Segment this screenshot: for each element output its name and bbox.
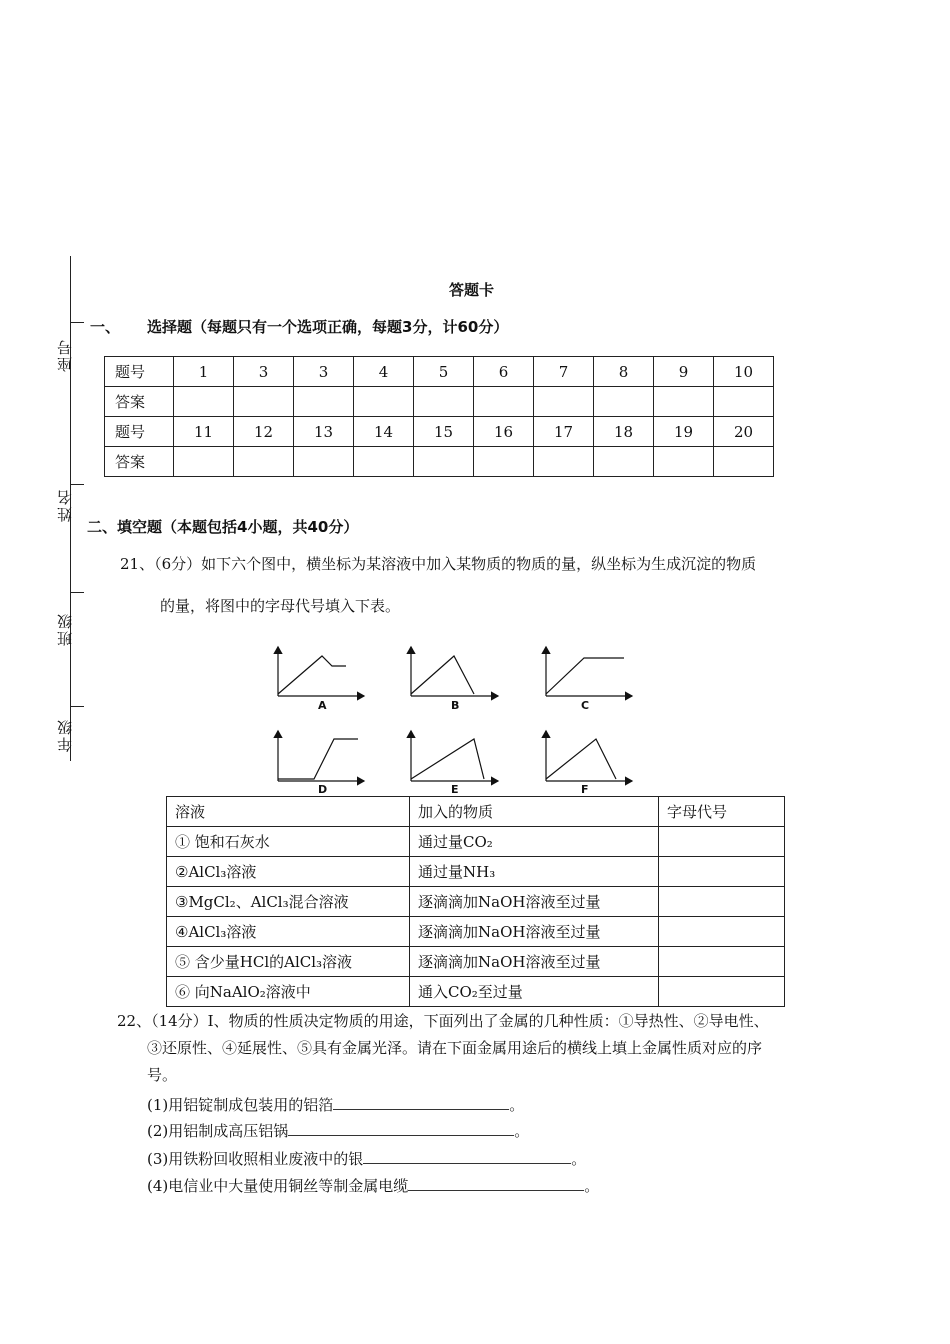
table-row [167,827,785,857]
question-number: 14 [354,417,414,447]
answer-cell[interactable] [174,387,234,417]
section1-number: 一、 [90,318,121,336]
class-tick [70,592,84,593]
answer-cell[interactable] [174,447,234,477]
q22-item-text: (3)用铁粉回收照相业废液中的银 [147,1150,364,1168]
answer-cell[interactable] [474,387,534,417]
q21-fill-table [166,796,785,1007]
row-label-q: 题号 [105,357,174,387]
q22-item-text: (4)电信业中大量使用铜丝等制金属电缆 [147,1177,409,1195]
answer-cell[interactable] [654,447,714,477]
answer-cell[interactable] [474,447,534,477]
question-number: 6 [474,357,534,387]
letter-answer-cell[interactable] [659,827,785,857]
question-number: 20 [714,417,774,447]
q22-line3: 号。 [147,1066,178,1084]
answer-cell[interactable] [594,447,654,477]
table-row [105,447,774,477]
question-number: 7 [534,357,594,387]
answer-cell[interactable] [714,447,774,477]
question-number: 16 [474,417,534,447]
question-number: 12 [234,417,294,447]
graph-label-d: D [318,783,328,796]
card-title: 答题卡 [449,281,495,299]
name-tick [70,484,84,485]
answer-cell[interactable] [534,387,594,417]
question-number: 5 [414,357,474,387]
graph-c [546,647,632,696]
question-number: 18 [594,417,654,447]
answer-cell[interactable] [534,447,594,477]
question-number: 8 [594,357,654,387]
letter-answer-cell[interactable] [659,977,785,1007]
table-header-row [167,797,785,827]
question-number: 17 [534,417,594,447]
q21-line2: 的量，将图中的字母代号填入下表。 [160,597,401,615]
table-row [167,977,785,1007]
end-mark: 。 [584,1177,600,1195]
precipitation-graphs [266,638,646,798]
question-number: 13 [294,417,354,447]
graph-label-a: A [318,699,327,712]
header-solution: 溶液 [167,797,410,827]
answer-blank[interactable] [408,1176,584,1191]
q22-item-4 [147,1175,599,1196]
letter-answer-cell[interactable] [659,887,785,917]
answer-cell[interactable] [414,387,474,417]
question-number: 11 [174,417,234,447]
solution-cell: ① 饱和石灰水 [167,827,410,857]
graph-d [278,731,364,781]
grade-tick [70,706,84,707]
answer-cell[interactable] [654,387,714,417]
table-row [105,417,774,447]
row-label-a: 答案 [105,387,174,417]
answer-cell[interactable] [234,447,294,477]
row-label-q: 题号 [105,417,174,447]
graph-e [411,731,498,781]
question-number: 4 [354,357,414,387]
question-number: 3 [234,357,294,387]
seat-label: 座号 [56,338,74,372]
q22-line2: ③还原性、④延展性、⑤具有金属光泽。请在下面金属用途后的横线上填上金属性质对应的序 [147,1039,763,1057]
row-label-a: 答案 [105,447,174,477]
q21-line1: 21、（6分）如下六个图中，横坐标为某溶液中加入某物质的物质的量，纵坐标为生成沉淀的物质 [120,555,757,573]
letter-answer-cell[interactable] [659,947,785,977]
q22-item-text: (2)用铝制成高压铝锅 [147,1122,289,1140]
section2-title: 二、填空题（本题包括4小题，共40分） [87,518,359,536]
seat-tick [70,322,84,323]
question-number: 10 [714,357,774,387]
header-reagent: 加入的物质 [410,797,659,827]
solution-cell: ④AlCl₃溶液 [167,917,410,947]
answer-blank[interactable] [363,1149,571,1164]
solution-cell: ⑤ 含少量HCl的AlCl₃溶液 [167,947,410,977]
graph-label-b: B [451,699,460,712]
table-row [167,857,785,887]
table-row [105,357,774,387]
solution-cell: ③MgCl₂、AlCl₃混合溶液 [167,887,410,917]
end-mark: 。 [514,1122,530,1140]
question-number: 19 [654,417,714,447]
q22-item-2 [147,1120,529,1141]
graph-label-e: E [451,783,459,796]
class-label: 班级 [56,612,74,646]
question-number: 1 [174,357,234,387]
reagent-cell: 逐滴滴加NaOH溶液至过量 [410,917,659,947]
answer-blank[interactable] [333,1095,509,1110]
reagent-cell: 逐滴滴加NaOH溶液至过量 [410,947,659,977]
answer-cell[interactable] [294,447,354,477]
letter-answer-cell[interactable] [659,917,785,947]
reagent-cell: 通过量NH₃ [410,857,659,887]
question-number: 3 [294,357,354,387]
end-mark: 。 [509,1096,525,1114]
grade-label: 年级 [56,718,74,752]
answer-cell[interactable] [234,387,294,417]
answer-cell[interactable] [594,387,654,417]
q22-item-3 [147,1148,586,1169]
graph-a [278,647,364,696]
letter-answer-cell[interactable] [659,857,785,887]
q22-item-text: (1)用铝锭制成包装用的铝箔 [147,1096,334,1114]
table-row [167,887,785,917]
question-number: 15 [414,417,474,447]
table-row [167,947,785,977]
graph-label-c: C [581,699,590,712]
header-letter: 字母代号 [659,797,785,827]
graph-label-f: F [581,783,589,796]
graph-f [546,731,632,781]
answer-cell[interactable] [714,387,774,417]
q22-item-1 [147,1094,524,1115]
solution-cell: ②AlCl₃溶液 [167,857,410,887]
question-number: 9 [654,357,714,387]
answer-blank[interactable] [288,1121,514,1136]
reagent-cell: 通入CO₂至过量 [410,977,659,1007]
q22-line1: 22、（14分）I、物质的性质决定物质的用途，下面列出了金属的几种性质：①导热性、②导电性、 [117,1012,769,1030]
answer-cell[interactable] [354,447,414,477]
end-mark: 。 [571,1150,587,1168]
reagent-cell: 通过量CO₂ [410,827,659,857]
answer-cell[interactable] [294,387,354,417]
section1-title: 选择题（每题只有一个选项正确，每题3分，计60分） [147,318,509,336]
table-row [167,917,785,947]
solution-cell: ⑥ 向NaAlO₂溶液中 [167,977,410,1007]
reagent-cell: 逐滴滴加NaOH溶液至过量 [410,887,659,917]
answer-cell[interactable] [414,447,474,477]
answer-cell[interactable] [354,387,414,417]
graph-b [411,647,498,696]
name-label: 姓名 [56,488,74,522]
table-row [105,387,774,417]
choice-answer-table [104,356,774,477]
